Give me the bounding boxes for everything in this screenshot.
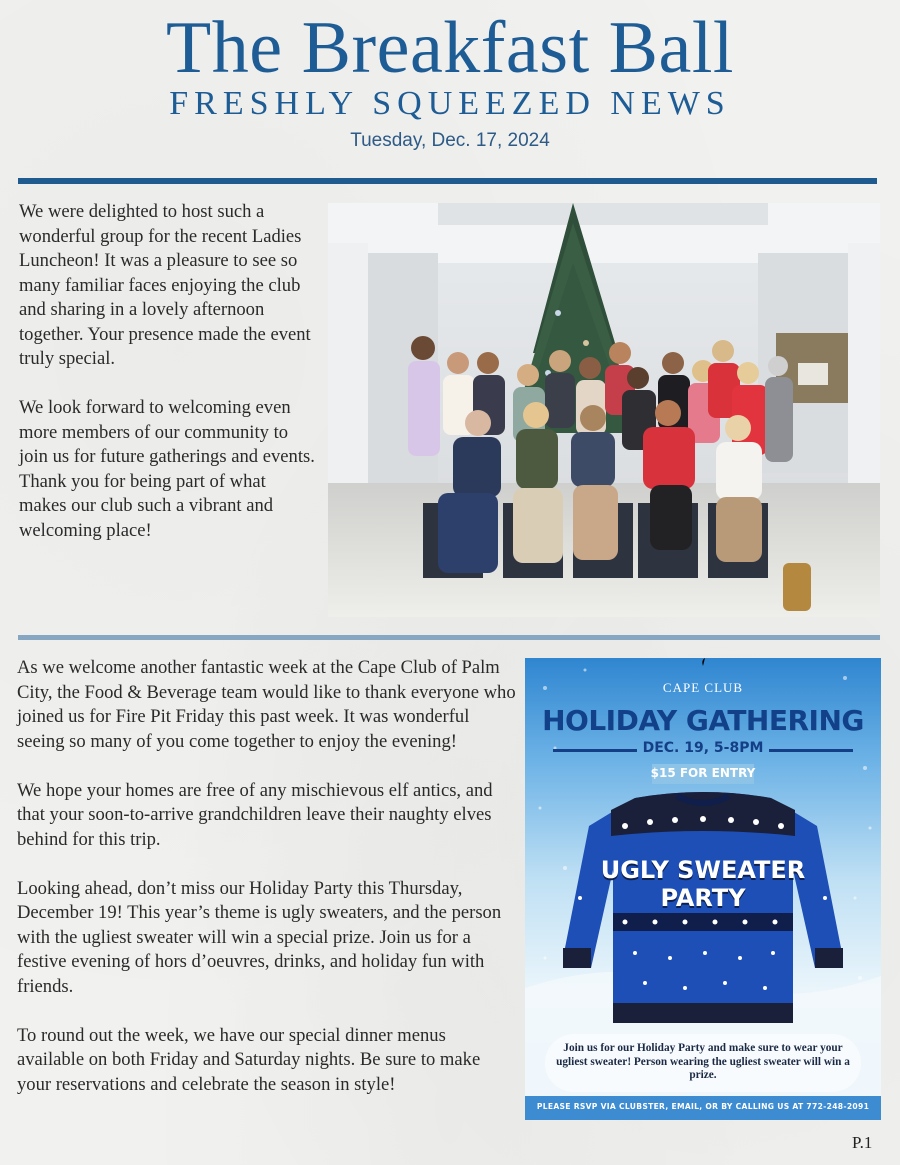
- flyer-rsvp-text: PLEASE RSVP VIA CLUBSTER, EMAIL, OR BY CALLING US AT 772-248-2091: [536, 1102, 870, 1111]
- flyer-blurb: Join us for our Holiday Party and make sure to wear your ugliest sweater! Person wearing the ugliest sweater will win a prize.: [556, 1042, 850, 1081]
- top-divider: [18, 178, 877, 184]
- sweater-label-line: PARTY: [660, 884, 746, 912]
- newsletter-subtitle: FRESHLY SQUEEZED NEWS: [169, 85, 731, 122]
- newsletter-title: The Breakfast Ball: [166, 7, 734, 89]
- article-paragraph: We were delighted to host such a wonderful group for the recent Ladies Luncheon! It was a pleasure to see so many familiar faces enjoying the club and sharing in a lovely afternoon together. Your presence made the event truly special.: [19, 201, 311, 369]
- flyer-event-date: DEC. 19, 5-8PM: [642, 740, 764, 756]
- issue-date: Tuesday, Dec. 17, 2024: [350, 130, 550, 151]
- article-paragraph: We look forward to welcoming even more members of our community to join us for future gatherings and events. Thank you for being part of what makes our club such a vibrant and welcoming place!: [19, 397, 315, 541]
- luncheon-group-photo: [328, 203, 880, 617]
- article-paragraph: As we welcome another fantastic week at the Cape Club of Palm City, the Food & Beverage team would like to thank everyone who joined us for Fire Pit Friday this past week. It was wonderful seeing so many of you come together to enjoy the evening!: [17, 657, 516, 752]
- holiday-gathering-flyer: [525, 658, 881, 1120]
- article-paragraph: We hope your homes are free of any mischievous elf antics, and that your soon-to-arrive grandchildren leave their naughty elves behind for this trip.: [17, 779, 493, 850]
- cape-club-logo: CAPE CLUB: [662, 680, 744, 695]
- flyer-heading: HOLIDAY GATHERING: [542, 704, 864, 737]
- sweater-label-line: UGLY SWEATER: [600, 856, 806, 884]
- article-paragraph: To round out the week, we have our special dinner menus available on both Friday and Saturday nights. Be sure to make your reservations and celebrate the season in style!: [17, 1024, 481, 1095]
- article-paragraph: Looking ahead, don’t miss our Holiday Party this Thursday, December 19! This year’s theme is ugly sweaters, and the person with the ugliest sweater will win a special prize. Join us for a festive evening of hors d’oeuvres, drinks, and holiday fun with friends.: [17, 877, 502, 997]
- page-number: P.1: [852, 1133, 873, 1152]
- ugly-sweater-label: [525, 856, 881, 912]
- luncheon-article: [19, 200, 315, 543]
- entry-fee-text: $15 FOR ENTRY: [650, 766, 756, 780]
- food-beverage-article: [17, 656, 517, 1097]
- section-divider: [18, 635, 880, 640]
- group-photo-illustration: [328, 203, 880, 617]
